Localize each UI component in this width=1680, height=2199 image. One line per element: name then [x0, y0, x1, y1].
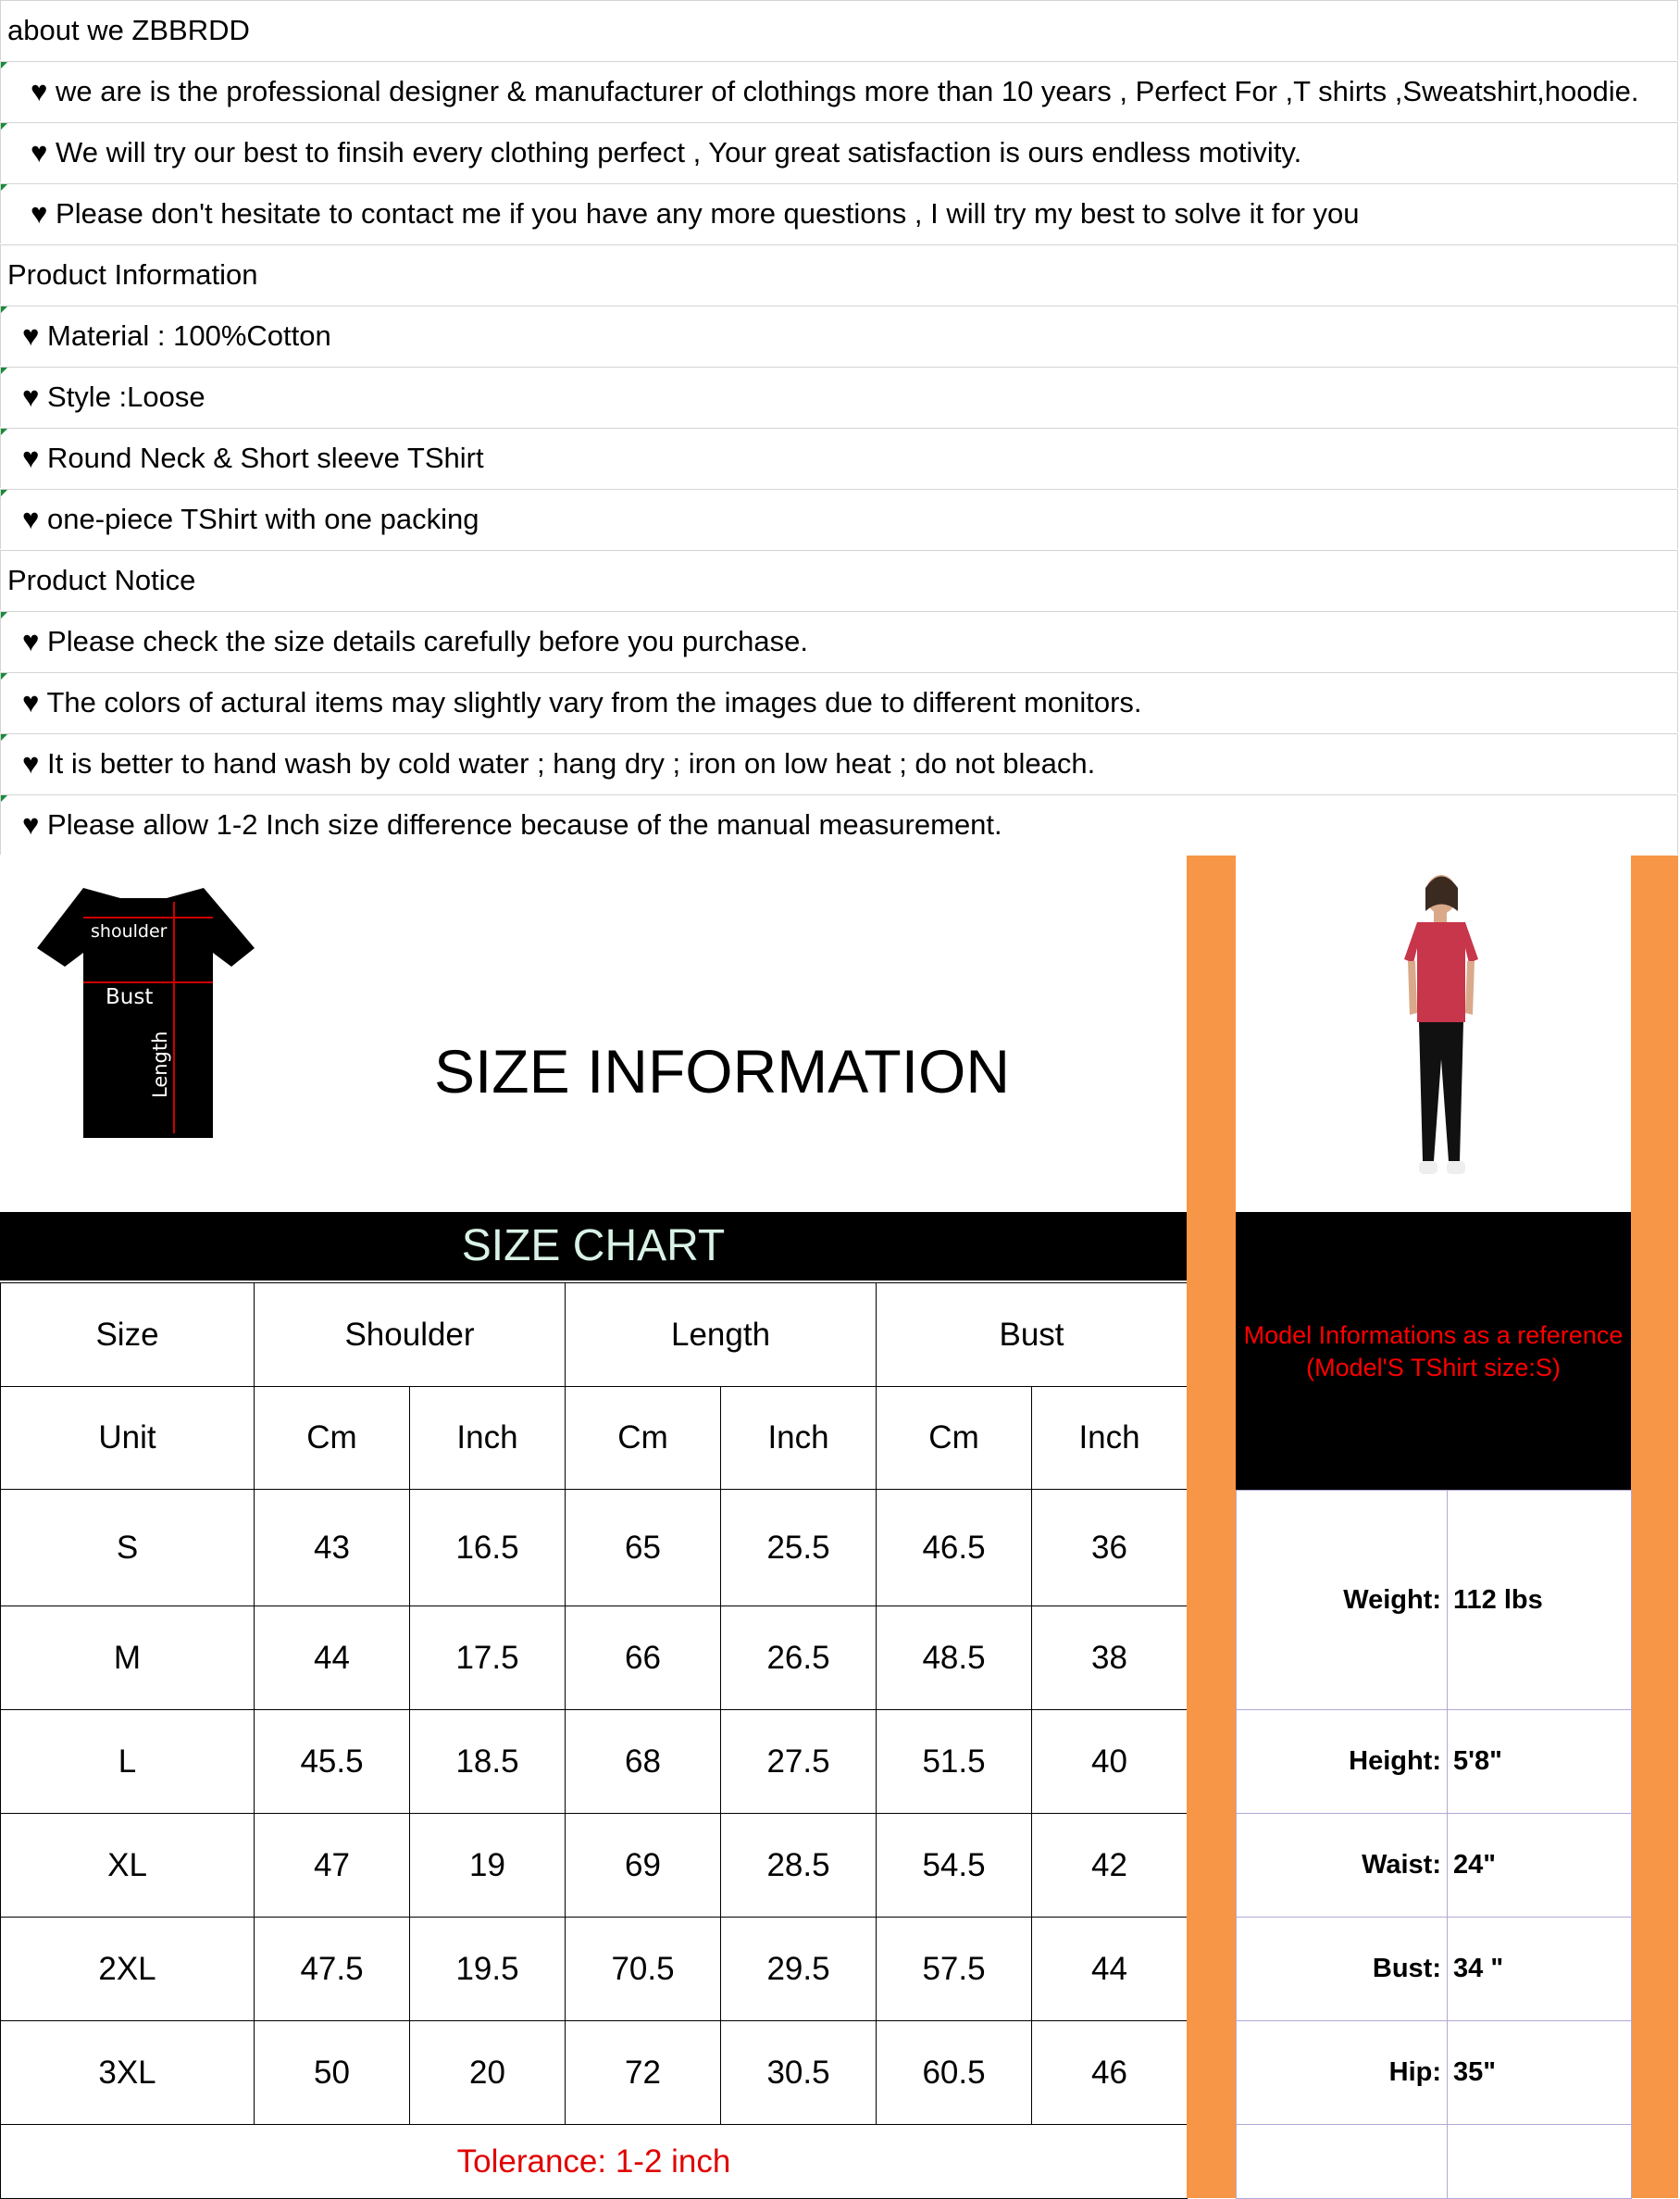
chart-cell: 70.5	[566, 1918, 721, 2021]
line-text: ♥ one-piece TShirt with one packing	[22, 503, 479, 535]
chart-cell: 68	[566, 1710, 721, 1814]
table-row	[1, 2021, 1188, 2125]
chart-unit-cell: Cm	[255, 1387, 410, 1490]
bullet-line	[0, 611, 1678, 671]
chart-cell: 29.5	[721, 1918, 877, 2021]
chart-unit-cell: Cm	[877, 1387, 1032, 1490]
chart-header-cell: Bust	[877, 1283, 1188, 1387]
bullet-line	[0, 367, 1678, 427]
chart-cell: 45.5	[255, 1710, 410, 1814]
bullet-line	[0, 122, 1678, 182]
chart-header-row	[1, 1283, 1188, 1387]
line-text: ♥ Round Neck & Short sleeve TShirt	[22, 442, 484, 474]
chart-cell: 19	[410, 1814, 566, 1918]
bullet-line	[0, 733, 1678, 793]
model-stat-label: Hip:	[1237, 2021, 1448, 2125]
shirt-label-shoulder: shoulder	[91, 921, 168, 942]
chart-cell: 25.5	[721, 1490, 877, 1606]
cell-marker	[1, 795, 7, 802]
chart-cell: 20	[410, 2021, 566, 2125]
model-stat-row	[1237, 1918, 1632, 2021]
cell-marker	[1, 184, 7, 191]
chart-cell: 43	[255, 1490, 410, 1606]
chart-cell: 36	[1032, 1490, 1188, 1606]
bullet-line	[0, 489, 1678, 549]
chart-cell: 27.5	[721, 1710, 877, 1814]
model-stat-value: 112 lbs	[1448, 1491, 1632, 1710]
model-stat-value: 34 "	[1448, 1918, 1632, 2021]
model-stat-row	[1237, 2021, 1632, 2125]
table-row	[1, 1606, 1188, 1710]
chart-cell: 19.5	[410, 1918, 566, 2021]
chart-cell: 38	[1032, 1606, 1188, 1710]
table-row	[1, 1814, 1188, 1918]
chart-unit-cell: Inch	[1032, 1387, 1188, 1490]
chart-cell: 48.5	[877, 1606, 1032, 1710]
cell-marker	[1, 734, 7, 741]
chart-cell: 3XL	[1, 2021, 255, 2125]
model-stats-table	[1236, 1490, 1632, 2199]
tolerance-row	[1, 2125, 1188, 2199]
empty-cell	[1448, 2125, 1632, 2199]
chart-cell: 16.5	[410, 1490, 566, 1606]
chart-unit-row	[1, 1387, 1188, 1490]
line-text: ♥ We will try our best to finsih every clothing perfect , Your great satisfaction is ours endless motivity.	[31, 136, 1302, 169]
chart-header-cell: Length	[566, 1283, 877, 1387]
line-text: ♥ It is better to hand wash by cold water ; hang dry ; iron on low heat ; do not bleach.	[22, 747, 1096, 780]
chart-cell: XL	[1, 1814, 255, 1918]
model-stat-value: 35"	[1448, 2021, 1632, 2125]
chart-cell: 69	[566, 1814, 721, 1918]
cell-marker	[1, 490, 7, 496]
line-text: ♥ Please allow 1-2 Inch size difference because of the manual measurement.	[22, 808, 1002, 841]
bullet-line	[0, 672, 1678, 732]
chart-cell: S	[1, 1490, 255, 1606]
size-info-title: SIZE INFORMATION	[433, 1037, 1011, 1106]
chart-cell: 44	[255, 1606, 410, 1710]
chart-cell: M	[1, 1606, 255, 1710]
chart-cell: 44	[1032, 1918, 1188, 2021]
line-text: ♥ Please don't hesitate to contact me if you have any more questions , I will try my best to solve it for you	[31, 197, 1360, 230]
chart-cell: 17.5	[410, 1606, 566, 1710]
shirt-label-length: Length	[149, 1031, 171, 1098]
line-text: ♥ we are is the professional designer & manufacturer of clothings more than 10 years , Perfect For ,T shirts ,Sweatshirt,hoodie.	[31, 75, 1639, 107]
chart-cell: 28.5	[721, 1814, 877, 1918]
model-note-line1: Model Informations as a reference	[1243, 1321, 1624, 1349]
chart-header-cell: Shoulder	[255, 1283, 566, 1387]
bullet-line	[0, 61, 1678, 121]
chart-cell: 50	[255, 2021, 410, 2125]
line-text: ♥ Please check the size details carefully before you purchase.	[22, 625, 808, 657]
section-header	[0, 550, 1678, 610]
tshirt-diagram	[28, 865, 259, 1143]
orange-stripe-right	[1631, 856, 1678, 2198]
chart-cell: 60.5	[877, 2021, 1032, 2125]
chart-cell: 42	[1032, 1814, 1188, 1918]
section-header	[0, 0, 1678, 60]
cell-marker	[1, 429, 7, 435]
tolerance-note: Tolerance: 1-2 inch	[1, 2125, 1188, 2199]
chart-cell: 54.5	[877, 1814, 1032, 1918]
model-note-box	[1236, 1212, 1631, 1490]
chart-cell: 47	[255, 1814, 410, 1918]
chart-cell: 18.5	[410, 1710, 566, 1814]
chart-cell: 46	[1032, 2021, 1188, 2125]
model-stat-label: Waist:	[1237, 1814, 1448, 1918]
chart-cell: 47.5	[255, 1918, 410, 2021]
bullet-line	[0, 183, 1678, 244]
chart-cell: L	[1, 1710, 255, 1814]
model-note-line2: (Model'S TShirt size:S)	[1306, 1354, 1561, 1381]
cell-marker	[1, 62, 7, 69]
model-stat-label: Weight:	[1237, 1491, 1448, 1710]
bullet-line	[0, 428, 1678, 488]
chart-unit-cell: Inch	[410, 1387, 566, 1490]
chart-cell: 2XL	[1, 1918, 255, 2021]
size-chart-title: SIZE CHART	[461, 1221, 726, 1270]
line-text: ♥ Material : 100%Cotton	[22, 319, 331, 352]
chart-unit-cell: Inch	[721, 1387, 877, 1490]
model-stat-row	[1237, 1710, 1632, 1814]
cell-marker	[1, 306, 7, 313]
shirt-label-bust: Bust	[106, 985, 154, 1009]
chart-header-cell: Size	[1, 1283, 255, 1387]
model-stat-row	[1237, 1491, 1632, 1710]
line-text: ♥ The colors of actural items may slightly vary from the images due to different monitors.	[22, 686, 1142, 718]
chart-cell: 51.5	[877, 1710, 1032, 1814]
table-row	[1, 1918, 1188, 2021]
chart-cell: 46.5	[877, 1490, 1032, 1606]
model-stat-row-empty	[1237, 2125, 1632, 2199]
chart-cell: 57.5	[877, 1918, 1032, 2021]
orange-stripe-left	[1187, 856, 1236, 2198]
cell-marker	[1, 612, 7, 618]
chart-cell: 40	[1032, 1710, 1188, 1814]
table-row	[1, 1490, 1188, 1606]
line-text: ♥ Style :Loose	[22, 381, 205, 413]
cell-marker	[1, 368, 7, 374]
size-information-block	[0, 856, 1187, 2198]
line-text: Product Notice	[7, 564, 196, 596]
section-header	[0, 244, 1678, 305]
chart-cell: 30.5	[721, 2021, 877, 2125]
cell-marker	[1, 123, 7, 130]
chart-unit-cell: Unit	[1, 1387, 255, 1490]
model-stat-value: 24"	[1448, 1814, 1632, 1918]
bullet-line	[0, 794, 1678, 855]
chart-cell: 26.5	[721, 1606, 877, 1710]
line-text: Product Information	[7, 258, 258, 291]
chart-cell: 66	[566, 1606, 721, 1710]
bullet-line	[0, 306, 1678, 366]
model-stat-row	[1237, 1814, 1632, 1918]
model-photo	[1236, 856, 1631, 1212]
chart-cell: 72	[566, 2021, 721, 2125]
model-stat-label: Height:	[1237, 1710, 1448, 1814]
model-stat-label: Bust:	[1237, 1918, 1448, 2021]
size-chart-table	[0, 1282, 1188, 2199]
empty-cell	[1237, 2125, 1448, 2199]
line-text: about we ZBBRDD	[7, 14, 250, 46]
model-stat-value: 5'8"	[1448, 1710, 1632, 1814]
chart-unit-cell: Cm	[566, 1387, 721, 1490]
cell-marker	[1, 673, 7, 680]
size-chart-title-bar	[0, 1212, 1187, 1281]
table-row	[1, 1710, 1188, 1814]
chart-cell: 65	[566, 1490, 721, 1606]
